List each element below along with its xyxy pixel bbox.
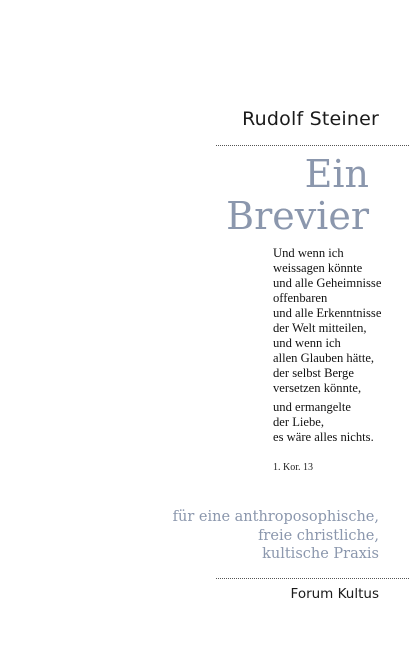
subtitle-line-3: kultische Praxis — [262, 546, 379, 562]
verse-line: Und wenn ich — [273, 246, 344, 260]
verse-line: der selbst Berge — [273, 366, 354, 380]
title-line-1: Ein — [304, 152, 369, 196]
verse-line: allen Glauben hätte, — [273, 351, 375, 365]
author-name: Rudolf Steiner — [242, 108, 379, 130]
subtitle-line-1: für eine anthroposophische, — [172, 509, 379, 525]
verse-line: der Liebe, — [273, 415, 325, 429]
bottom-dotted-divider — [216, 578, 409, 579]
verse-line: weissagen könnte — [273, 261, 363, 275]
subtitle-line-2: freie christliche, — [258, 527, 379, 544]
publisher-name: Forum Kultus — [290, 586, 379, 602]
verse-line: und alle Geheimnisse — [273, 276, 382, 290]
verse-line: es wäre alles nichts. — [273, 430, 374, 444]
subtitle — [173, 508, 379, 564]
verse-line: der Welt mitteilen, — [273, 321, 367, 335]
top-dotted-divider — [216, 145, 409, 146]
verse-line: offenbaren — [273, 291, 328, 305]
verse-line: und wenn ich — [273, 336, 341, 350]
verse-line: und ermangelte — [273, 400, 351, 414]
verse-line: und alle Erkenntnisse — [273, 306, 382, 320]
title-line-2: Brevier — [226, 194, 369, 238]
verse-quote — [273, 246, 381, 445]
verse-source: 1. Kor. 13 — [273, 462, 313, 473]
verse-line: versetzen könnte, — [273, 381, 362, 395]
